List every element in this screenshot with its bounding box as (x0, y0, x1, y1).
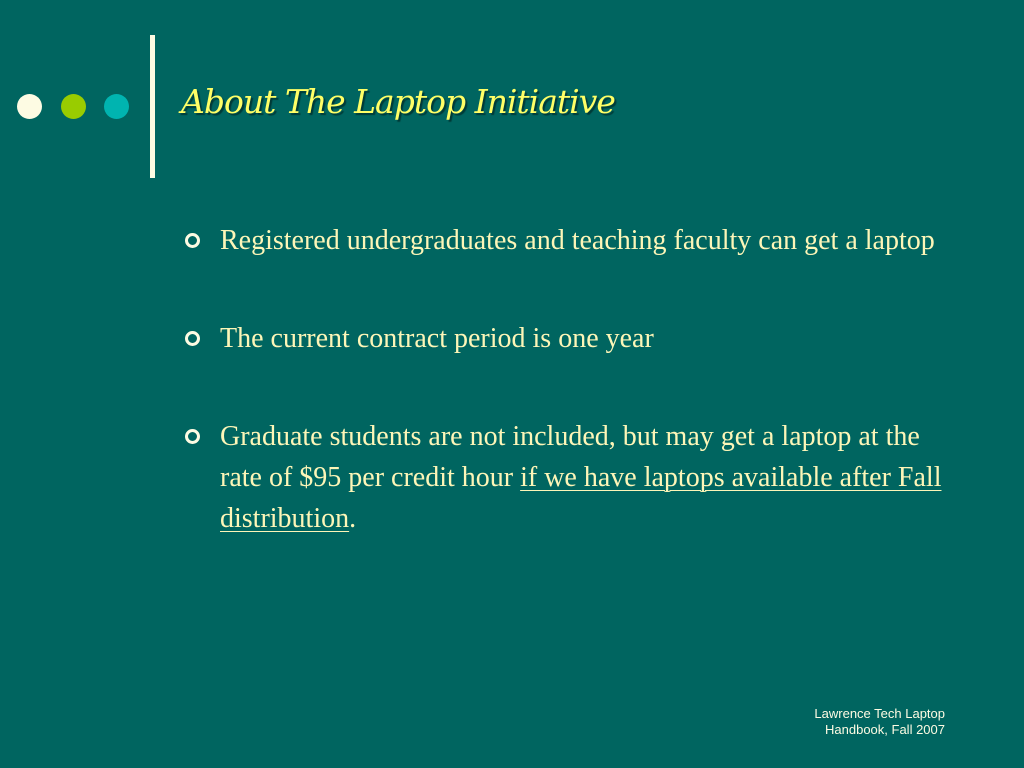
title-divider-line (150, 35, 155, 178)
footer-line-1: Lawrence Tech Laptop (814, 706, 945, 721)
bullet-item-graduate-students (182, 416, 962, 539)
hollow-circle-bullet-icon (185, 233, 200, 248)
slide-footer (814, 706, 945, 738)
bullet-list (182, 220, 962, 539)
bullet-item-contract-period (182, 318, 962, 359)
bullet-text: The current contract period is one year (220, 323, 654, 354)
availability-link[interactable]: if we have laptops available after Fall distribution (220, 462, 942, 534)
bullet-text: Graduate students are not included, but may get a laptop at the rate of $95 per credit hour (220, 421, 920, 493)
decorative-dot-teal (104, 94, 129, 119)
bullet-item-eligibility (182, 220, 962, 261)
bullet-text: Registered undergraduates and teaching faculty can get a laptop (220, 225, 935, 256)
hollow-circle-bullet-icon (185, 429, 200, 444)
bullet-text-end: . (349, 503, 357, 534)
decorative-dot-green (61, 94, 86, 119)
slide-title: About The Laptop Initiative (181, 82, 615, 121)
hollow-circle-bullet-icon (185, 331, 200, 346)
decorative-dot-cream (17, 94, 42, 119)
footer-line-2: Handbook, Fall 2007 (825, 722, 945, 737)
